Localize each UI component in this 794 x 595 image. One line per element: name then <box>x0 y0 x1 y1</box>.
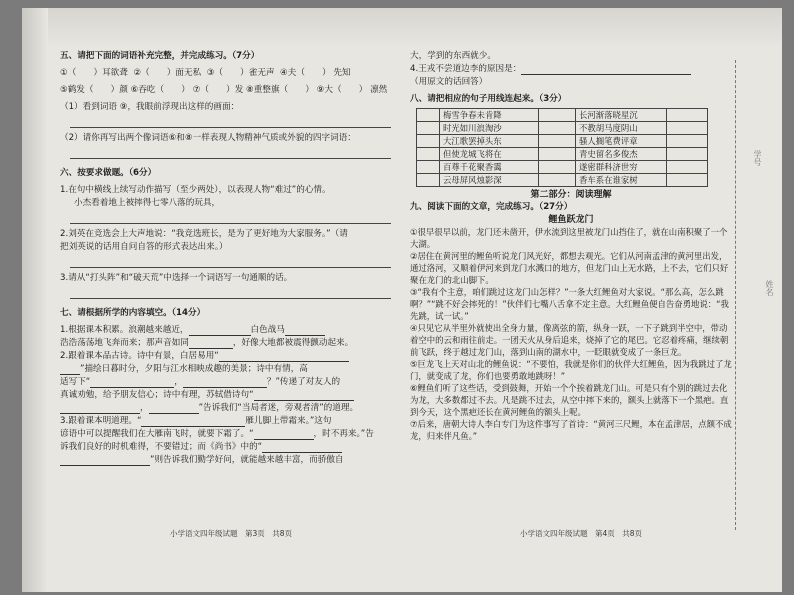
table-cell[interactable]: 遂密群科济世穷 <box>576 161 667 174</box>
table-cell[interactable]: 骚人搁笔费评章 <box>576 135 667 148</box>
section-7-line5 <box>60 376 395 389</box>
word-3: ③（ ）雀无声 <box>206 68 275 78</box>
paper-shadow-left <box>22 8 48 592</box>
fill-blank[interactable] <box>60 364 80 375</box>
section-7-line9 <box>60 428 395 441</box>
table-cell[interactable]: 云母屏风烛影深 <box>440 174 539 187</box>
right-column <box>410 50 732 442</box>
fill-blank[interactable] <box>219 351 349 362</box>
section-7-line11 <box>60 454 395 467</box>
page-footer-left: 小学语文四年级试题 第3页 共8页 <box>170 529 293 538</box>
fill-blank[interactable] <box>285 325 325 336</box>
carryover-text: 大，学到的东西就少。 <box>410 51 496 61</box>
section-7-line6 <box>60 389 395 402</box>
fill-text: 适写下“ <box>60 377 91 387</box>
fill-blank[interactable] <box>90 377 174 388</box>
section-5-row2 <box>60 84 395 97</box>
side-label-name: 姓名 <box>765 280 774 296</box>
part-2-title: 第二部分：阅读理解 <box>530 190 612 200</box>
table-row <box>417 122 708 135</box>
section-7-line10 <box>60 441 395 454</box>
word-8: ⑧重整旗（ ） <box>246 85 314 95</box>
word-6: ⑥吞吃（ ） <box>130 85 190 95</box>
section-9-heading: 九、阅读下面的文章，完成练习。（27分） <box>410 202 573 212</box>
answer-line[interactable] <box>70 114 391 128</box>
fill-text: 雁儿脚上带霜来。”这句 <box>245 416 332 426</box>
left-column <box>60 50 395 467</box>
answer-line[interactable] <box>70 285 391 299</box>
fill-blank[interactable] <box>189 325 251 336</box>
fill-text: ， <box>174 377 183 387</box>
word-2: ②（ ）面无私 <box>133 68 202 78</box>
article-paragraph-3: ③“我有个主意，咱们跳过这龙门山怎样？”一条大红鲤鱼对大家说。“那么高，怎么跳啊？”“跳不好会摔死的！”伙伴们七嘴八舌拿不定主意。大红鲤鱼便自告奋勇地说：“我先跳，试一试。” <box>410 287 729 321</box>
section-6-heading: 六、按要求做题。（6分） <box>60 168 157 178</box>
question-4-note: （用原文的话回答） <box>410 77 488 87</box>
side-label-id: 学号 <box>753 150 762 166</box>
article-title: 鲤鱼跃龙门 <box>548 215 594 225</box>
fill-text: ，时不再来。”告 <box>313 429 374 439</box>
section-6-q1: 1.在句中横线上续写动作描写（至少两处），以表现人物“难过”的心情。 <box>60 185 331 195</box>
table-row <box>417 161 708 174</box>
fill-blank[interactable] <box>189 338 233 349</box>
table-cell[interactable]: 青史留名多俊杰 <box>576 148 667 161</box>
section-5-q2: （2）请你再写出两个像词语⑥和⑧一样表现人物精神气质或外貌的四字词语： <box>60 133 356 143</box>
table-row <box>417 148 708 161</box>
fill-blank[interactable] <box>149 403 199 414</box>
section-7-line1 <box>60 324 395 337</box>
fill-text: 谚语中可以提醒我们在大雁南飞时，就要下霜了。“ <box>60 429 254 439</box>
section-8-heading: 八、请把相应的句子用线连起来。（3分） <box>410 94 567 104</box>
section-7-line7 <box>60 402 395 415</box>
section-6-q2b: 把刘英说的话用自问自答的形式表达出来。） <box>60 242 228 252</box>
paper-shadow-top <box>22 8 782 48</box>
article-paragraph-4: ④只见它从半里外就使出全身力量，像离弦的箭，纵身一跃，一下子跳到半空中，带动着空中的云和雨往前走。一团天火从身后追来，烧掉了它的尾巴。它忍着疼痛，继续朝前飞跃，终于越过龙门山，落到山南的湖水中，一眨眼就变成了一条巨龙。 <box>410 323 729 357</box>
article-paragraph-1: ①很早很早以前，龙门还未凿开，伊水流到这里被龙门山挡住了，就在山南积聚了一个大湖。 <box>410 227 728 249</box>
answer-line[interactable] <box>70 254 391 268</box>
fill-text: ， <box>140 403 149 413</box>
word-4: ④夫（ ） <box>280 68 331 78</box>
table-cell[interactable]: 香车系在谁家树 <box>576 174 667 187</box>
table-row <box>417 135 708 148</box>
word-5: ⑤鹤发（ ）颜 <box>60 85 128 95</box>
fill-blank[interactable] <box>254 390 354 401</box>
table-cell[interactable]: 大江歌罢掉头东 <box>440 135 539 148</box>
question-4-text: 4.王戎不尝道边李的原因是： <box>410 64 522 74</box>
section-5-row1 <box>60 67 395 80</box>
section-7-line2 <box>60 337 395 350</box>
section-5-q1: （1）看到词语 ⑨，我眼前浮现出这样的画面： <box>60 102 240 112</box>
article-paragraph-6: ⑥鲤鱼们听了这些话，受到鼓舞，开始一个个挨着跳龙门山。可是只有个别的跳过去化为龙，大多数都过不去。凡是跳不过去，从空中摔下来的，额头上就落下一个黑疤。直到今天，这个黑疤还长在黄河鲤鱼的额头上呢。 <box>410 383 729 417</box>
article-paragraph-5: ⑤巨龙飞上天对山北的鲤鱼说：“不要怕，我就是你们的伙伴大红鲤鱼，因为我跳过了龙门，就变成了龙，你们也要勇敢地跳呀！” <box>410 359 732 381</box>
binding-margin-line <box>735 60 737 530</box>
word-7: ⑦（ ）发 <box>192 85 244 95</box>
answer-line[interactable] <box>70 145 391 159</box>
section-6-q2: 2.刘英在竞选会上大声地说：“我竞选班长，是为了更好地为大家服务。”（请 <box>60 229 348 239</box>
fill-blank[interactable] <box>141 416 245 427</box>
fill-text: ？”传递了对友人的 <box>266 377 341 387</box>
section-6-q1b: 小杰看着地上被摔得七零八落的玩具， <box>74 198 221 208</box>
table-cell[interactable]: 不教胡马度阴山 <box>576 122 667 135</box>
fill-text: ，好像大地都被震得颤动起来。 <box>232 338 354 348</box>
fill-blank[interactable] <box>254 429 314 440</box>
fill-text: 1.根据课本积累。浪潮越来越近， <box>60 325 189 335</box>
matching-table <box>416 108 708 187</box>
answer-blank[interactable] <box>521 64 691 75</box>
section-5-heading: 五、请把下面的词语补充完整，并完成练习。（7分） <box>60 51 260 61</box>
fill-text: 3.跟着课本明道理。“ <box>60 416 142 426</box>
section-7-line3 <box>60 350 395 363</box>
fill-text: 浩浩荡荡地飞奔而来；那声音如同 <box>60 338 189 348</box>
table-cell[interactable]: 梅雪争春未肯降 <box>440 109 539 122</box>
section-7-line4 <box>60 363 395 376</box>
section-7-heading: 七、请根据所学的内容填空。（14分） <box>60 308 206 318</box>
article-paragraph-7: ⑦后来，唐朝大诗人李白专门为这件事写了首诗：“黄河三尺鲤，本在孟津居，点额不成龙，归来伴凡鱼。” <box>410 419 732 441</box>
fill-text: ”则告诉我们勤学好问，就能越来越丰富，而骄傲自 <box>150 455 344 465</box>
table-cell[interactable]: 长河渐落晓星沉 <box>576 109 667 122</box>
fill-text: ”告诉我们“当局者迷，旁观者清”的道理。 <box>198 403 359 413</box>
table-cell[interactable]: 但使龙城飞将在 <box>440 148 539 161</box>
fill-blank[interactable] <box>60 455 150 466</box>
fill-text: 诉我们良好的时机难得，不要错过；而《尚书》中的“ <box>60 442 263 452</box>
table-cell[interactable]: 时光如川浪淘沙 <box>440 122 539 135</box>
fill-text: 真诚劝勉，给予朋友信心；诗中有理，苏轼借诗句“ <box>60 390 254 400</box>
word-4b: 先知 <box>333 68 351 78</box>
section-6-q3: 3.请从“打头阵”和“破天荒”中选择一个词语写一句通顺的话。 <box>60 273 293 283</box>
question-4 <box>410 63 732 76</box>
fill-blank[interactable] <box>262 442 342 453</box>
article-paragraph-2: ②居住在黄河里的鲤鱼听说龙门风光好，都想去观光。它们从河南孟津的黄河里出发，通过洛河，又顺着伊河来到龙门水溅口的地方，但龙门山上无水路，上不去，它们只好聚在龙门的北山脚下。 <box>410 251 729 285</box>
fill-text: ”描绘日暮时分，夕阳与江水相映成趣的美景；诗中有情，高 <box>80 364 308 374</box>
table-row <box>417 109 708 122</box>
table-row <box>417 174 708 187</box>
word-9b: 凛然 <box>370 85 388 95</box>
word-9: ⑨大（ ） <box>316 85 368 95</box>
fill-blank[interactable] <box>60 403 140 414</box>
answer-line[interactable] <box>70 210 391 224</box>
table-cell[interactable]: 百尊千花聚香霭 <box>440 161 539 174</box>
fill-blank[interactable] <box>183 377 267 388</box>
fill-text: 2.跟着课本品古诗。诗中有景，白居易用“ <box>60 351 219 361</box>
word-1: ①（ ）耳欲聋 <box>60 68 128 78</box>
fill-text: 白色战马 <box>250 325 285 335</box>
page-footer-right: 小学语文四年级试题 第4页 共8页 <box>520 529 643 538</box>
section-7-line8 <box>60 415 395 428</box>
